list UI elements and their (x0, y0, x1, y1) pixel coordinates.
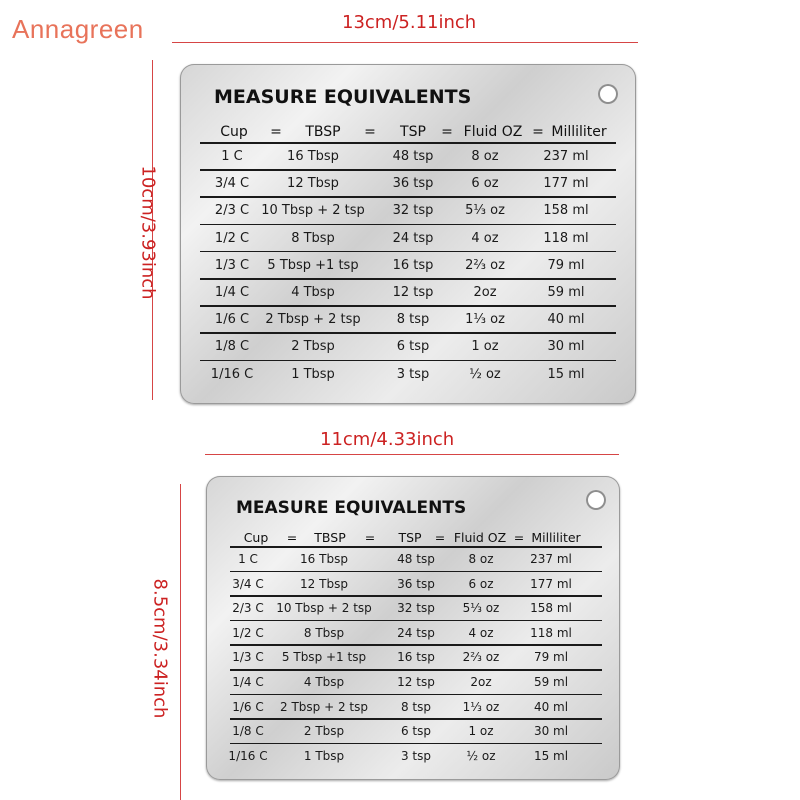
small-width-label: 11cm/4.33inch (320, 429, 455, 450)
milliliter-cell: 177 ml (543, 176, 589, 192)
small-measure-card (206, 476, 620, 780)
tbsp-cell: 8 Tbsp (291, 230, 335, 246)
row-divider (200, 224, 616, 226)
tbsp-cell: 1 Tbsp (303, 748, 345, 763)
header-cup: Cup (243, 530, 269, 545)
fluid-oz-cell: 1⅓ oz (462, 699, 500, 714)
cup-cell: 1/16 C (210, 366, 254, 382)
tsp-cell: 36 tsp (397, 576, 435, 591)
tsp-cell: 6 tsp (396, 339, 430, 355)
tbsp-cell: 16 Tbsp (300, 552, 348, 566)
header-tsp: TSP (400, 124, 426, 140)
cup-cell: 1 C (238, 552, 258, 566)
header-equals: = (270, 124, 282, 140)
cup-cell: 1/16 C (228, 748, 268, 763)
tbsp-cell: 2 Tbsp (291, 339, 335, 355)
cup-cell: 1/2 C (232, 625, 264, 640)
row-divider (200, 360, 616, 362)
cup-cell: 1/8 C (214, 339, 250, 355)
large-width-dimension-line (172, 42, 638, 43)
large-height-label: 10cm/3.93inch (137, 165, 159, 300)
fluid-oz-cell: 8 oz (468, 552, 494, 566)
milliliter-cell: 158 ml (543, 203, 589, 219)
header-equals: = (441, 124, 453, 140)
large-measure-card (180, 64, 636, 404)
tbsp-cell: 10 Tbsp + 2 tsp (261, 203, 365, 219)
milliliter-cell: 59 ml (533, 675, 569, 689)
tbsp-cell: 1 Tbsp (291, 366, 335, 382)
milliliter-cell: 15 ml (533, 748, 569, 763)
cup-cell: 1/6 C (214, 312, 250, 328)
header-fluid-oz: Fluid OZ (463, 124, 523, 140)
tbsp-cell: 8 Tbsp (303, 625, 345, 640)
tsp-cell: 48 tsp (392, 149, 434, 164)
tsp-cell: 24 tsp (392, 230, 434, 246)
tsp-cell: 12 tsp (397, 675, 435, 689)
row-divider (200, 251, 616, 253)
fluid-oz-cell: 1⅓ oz (465, 312, 505, 328)
row-divider (230, 644, 602, 646)
milliliter-cell: 40 ml (547, 312, 585, 328)
tbsp-cell: 10 Tbsp + 2 tsp (276, 601, 372, 616)
row-divider (230, 669, 602, 671)
row-divider (200, 332, 616, 334)
milliliter-cell: 40 ml (533, 699, 569, 714)
small-height-dimension-line (180, 484, 181, 800)
cup-cell: 1/8 C (232, 724, 264, 739)
fluid-oz-cell: 1 oz (471, 339, 499, 355)
small-width-dimension-line (205, 454, 619, 455)
milliliter-cell: 79 ml (547, 257, 585, 273)
header-cup: Cup (220, 124, 248, 140)
milliliter-cell: 158 ml (530, 601, 572, 616)
tsp-cell: 3 tsp (400, 748, 432, 763)
brand-watermark: Annagreen (12, 14, 144, 44)
fluid-oz-cell: 2oz (473, 285, 497, 300)
row-divider (230, 694, 602, 696)
fluid-oz-cell: 6 oz (468, 576, 494, 591)
milliliter-cell: 79 ml (533, 650, 569, 665)
header-tbsp: TBSP (314, 530, 346, 545)
milliliter-cell: 237 ml (543, 149, 589, 164)
cup-cell: 2/3 C (214, 203, 250, 219)
header-equals: = (364, 530, 376, 545)
tbsp-cell: 4 Tbsp (303, 675, 345, 689)
header-equals: = (286, 530, 298, 545)
card-title: MEASURE EQUIVALENTS (236, 498, 467, 518)
header-milliliter: Milliliter (551, 124, 607, 140)
header-tbsp: TBSP (305, 124, 341, 140)
row-divider (230, 718, 602, 720)
hanging-hole (598, 84, 618, 104)
milliliter-cell: 118 ml (543, 230, 589, 246)
header-equals: = (532, 124, 544, 140)
tsp-cell: 24 tsp (397, 625, 435, 640)
header-milliliter: Milliliter (531, 530, 581, 545)
fluid-oz-cell: 4 oz (471, 230, 499, 246)
tsp-cell: 16 tsp (392, 257, 434, 273)
milliliter-cell: 15 ml (547, 366, 585, 382)
row-divider (200, 169, 616, 171)
row-divider (200, 196, 616, 198)
cup-cell: 1/6 C (232, 699, 264, 714)
header-equals: = (513, 530, 525, 545)
tbsp-cell: 2 Tbsp + 2 tsp (265, 312, 361, 328)
milliliter-cell: 237 ml (530, 552, 572, 566)
header-rule (200, 142, 616, 144)
row-divider (230, 595, 602, 597)
card-title: MEASURE EQUIVALENTS (214, 86, 472, 108)
cup-cell: 1 C (221, 149, 243, 164)
tbsp-cell: 2 Tbsp + 2 tsp (280, 699, 368, 714)
milliliter-cell: 59 ml (547, 285, 585, 300)
tsp-cell: 8 tsp (396, 312, 430, 328)
tsp-cell: 12 tsp (392, 285, 434, 300)
cup-cell: 1/4 C (232, 675, 264, 689)
cup-cell: 1/3 C (214, 257, 250, 273)
tsp-cell: 3 tsp (396, 366, 430, 382)
tbsp-cell: 5 Tbsp +1 tsp (267, 257, 359, 273)
tbsp-cell: 5 Tbsp +1 tsp (281, 650, 367, 665)
header-tsp: TSP (398, 530, 422, 545)
milliliter-cell: 30 ml (547, 339, 585, 355)
tbsp-cell: 16 Tbsp (287, 149, 339, 164)
fluid-oz-cell: ½ oz (466, 748, 496, 763)
milliliter-cell: 118 ml (530, 625, 572, 640)
fluid-oz-cell: 2⅔ oz (462, 650, 500, 665)
fluid-oz-cell: ½ oz (469, 366, 501, 382)
hanging-hole (586, 490, 606, 510)
header-rule (230, 546, 602, 548)
header-equals: = (364, 124, 376, 140)
header-fluid-oz: Fluid OZ (453, 530, 507, 545)
fluid-oz-cell: 4 oz (468, 625, 494, 640)
cup-cell: 2/3 C (232, 601, 264, 616)
header-equals: = (434, 530, 446, 545)
fluid-oz-cell: 8 oz (471, 149, 499, 164)
cup-cell: 1/2 C (214, 230, 250, 246)
fluid-oz-cell: 2⅔ oz (465, 257, 505, 273)
tbsp-cell: 4 Tbsp (291, 285, 335, 300)
cup-cell: 3/4 C (214, 176, 250, 192)
fluid-oz-cell: 1 oz (468, 724, 494, 739)
tsp-cell: 16 tsp (397, 650, 435, 665)
fluid-oz-cell: 6 oz (471, 176, 499, 192)
cup-cell: 1/4 C (214, 285, 250, 300)
row-divider (200, 305, 616, 307)
large-width-label: 13cm/5.11inch (342, 12, 477, 33)
cup-cell: 1/3 C (232, 650, 264, 665)
tbsp-cell: 12 Tbsp (287, 176, 339, 192)
tsp-cell: 32 tsp (397, 601, 435, 616)
small-height-label: 8.5cm/3.34inch (149, 578, 171, 719)
tsp-cell: 8 tsp (400, 699, 432, 714)
tbsp-cell: 12 Tbsp (300, 576, 348, 591)
cup-cell: 3/4 C (232, 576, 264, 591)
row-divider (230, 743, 602, 745)
tsp-cell: 32 tsp (392, 203, 434, 219)
fluid-oz-cell: 5⅓ oz (462, 601, 500, 616)
tsp-cell: 36 tsp (392, 176, 434, 192)
milliliter-cell: 30 ml (533, 724, 569, 739)
fluid-oz-cell: 5⅓ oz (465, 203, 505, 219)
row-divider (230, 571, 602, 573)
row-divider (200, 278, 616, 280)
fluid-oz-cell: 2oz (470, 675, 492, 689)
row-divider (230, 620, 602, 622)
tsp-cell: 48 tsp (397, 552, 435, 566)
tsp-cell: 6 tsp (400, 724, 432, 739)
tbsp-cell: 2 Tbsp (303, 724, 345, 739)
milliliter-cell: 177 ml (530, 576, 572, 591)
